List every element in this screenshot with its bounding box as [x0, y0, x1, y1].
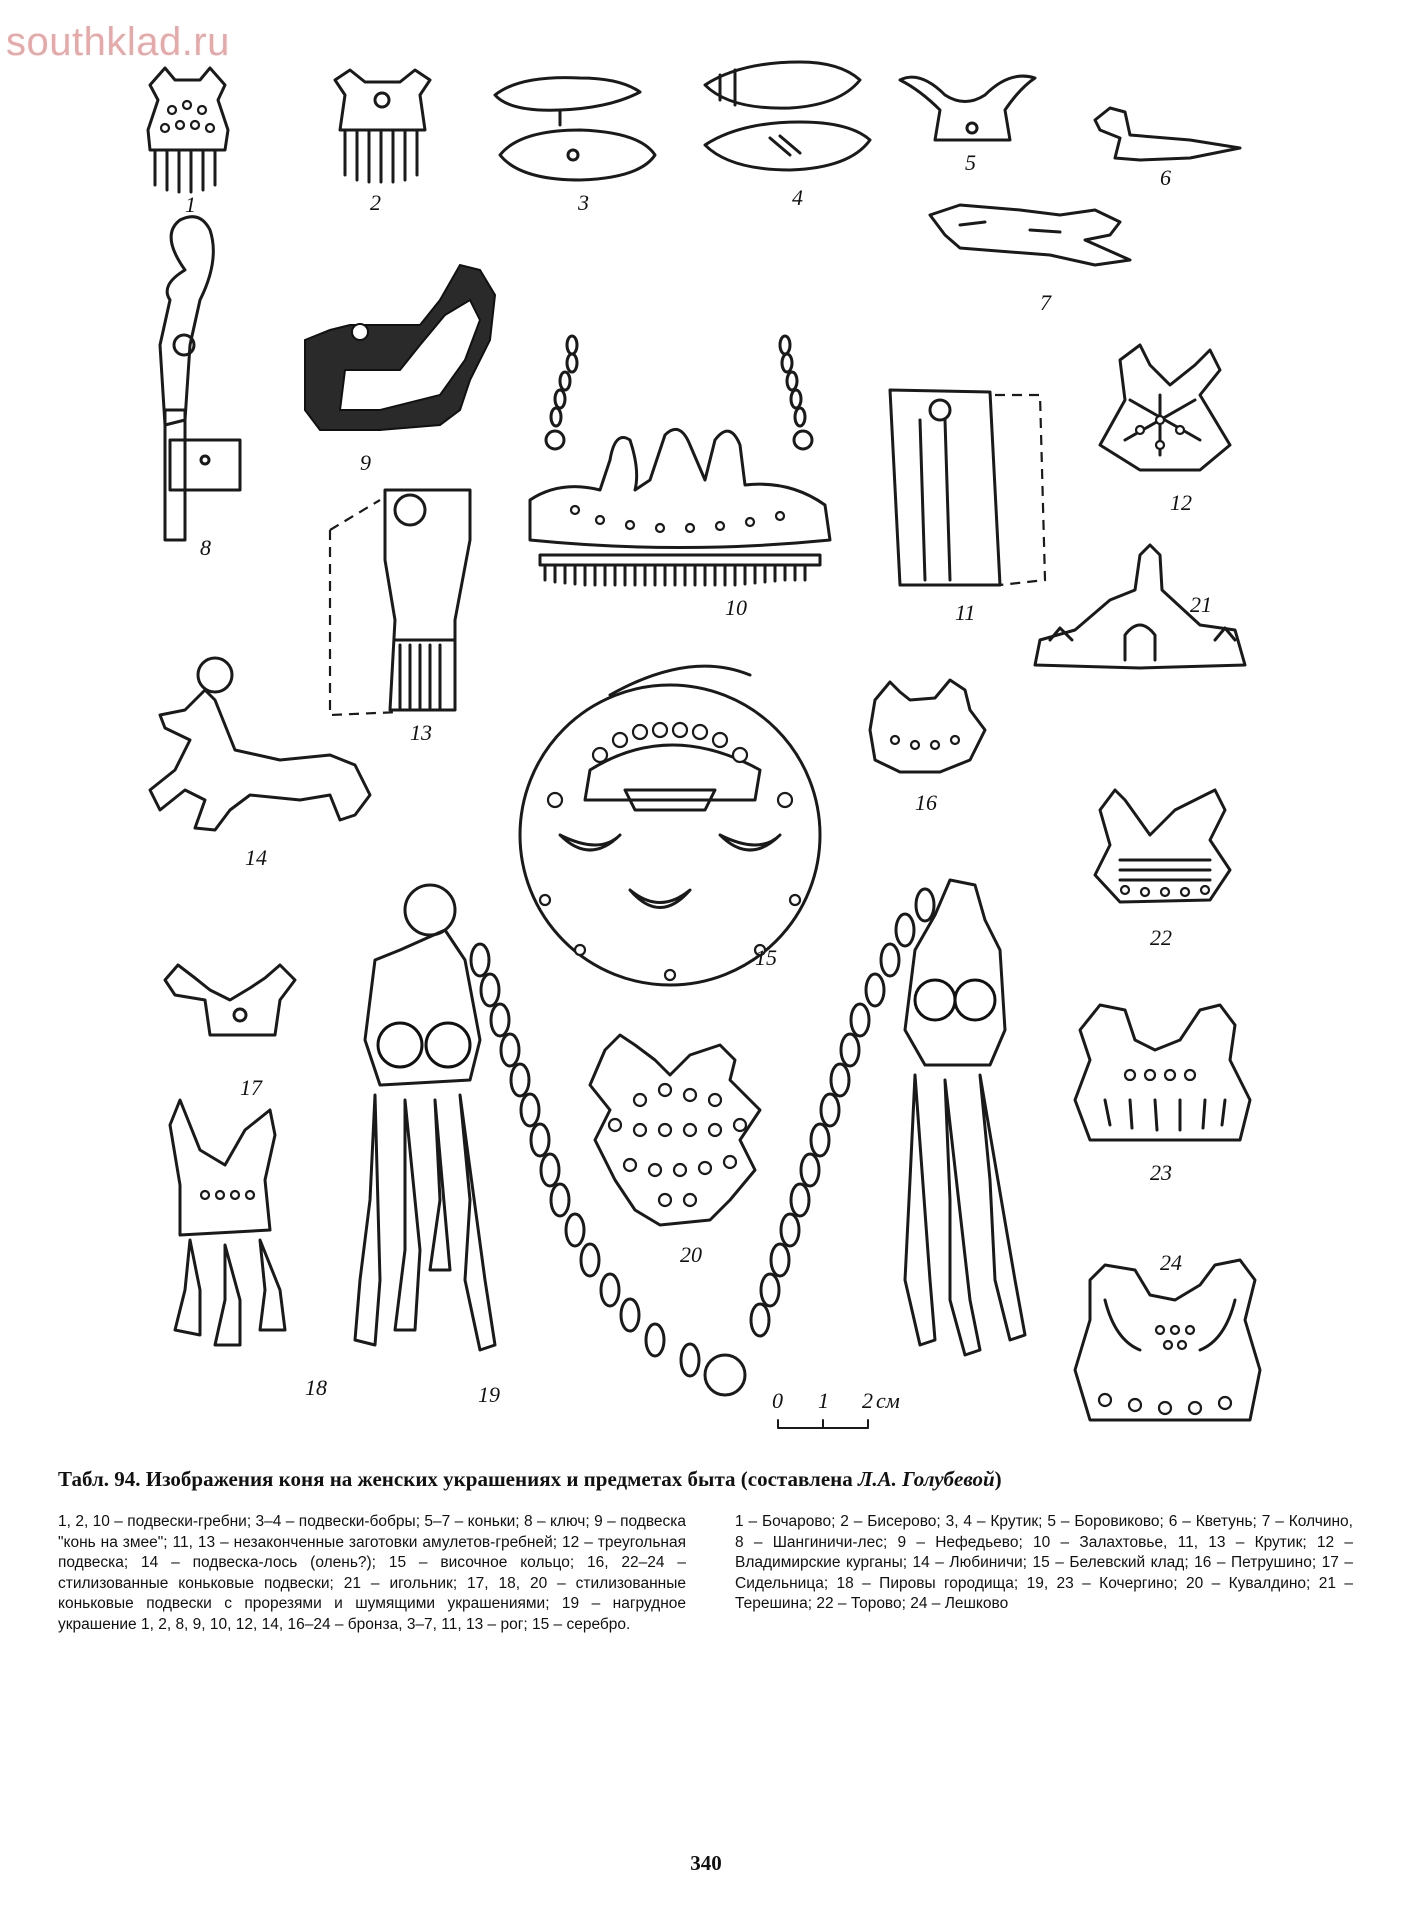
artifact-3-beaver-pendant [495, 78, 655, 180]
figure-number: 2 [370, 190, 381, 215]
watermark: southklad.ru [6, 20, 230, 64]
artifact-7-horse-figurine [930, 205, 1130, 265]
figure-number: 10 [725, 595, 747, 620]
figure-number: 12 [1170, 490, 1192, 515]
artifact-12-triangular-pendant [1100, 345, 1230, 470]
figure-number: 18 [305, 1375, 327, 1400]
artifact-11-comb-blank [890, 390, 1045, 585]
caption-close: ) [994, 1467, 1002, 1491]
figure-number: 7 [1040, 290, 1051, 315]
artifact-19-chest-ornament [355, 880, 1025, 1395]
artifact-24-horse-pendant [1075, 1260, 1260, 1420]
artifact-14-elk-pendant [150, 658, 370, 830]
figure-number: 6 [1160, 165, 1171, 190]
figure-number: 8 [200, 535, 211, 560]
scale-unit: см [876, 1388, 900, 1413]
artifact-5-horse-figurine [900, 76, 1035, 140]
figure-number: 1 [185, 192, 196, 217]
figure-number: 17 [240, 1075, 262, 1100]
figure-number: 4 [792, 185, 803, 210]
artifact-10-comb-pendant [530, 336, 830, 585]
artifact-13-comb-blank [330, 490, 470, 715]
figure-number: 13 [410, 720, 432, 745]
artifact-15-temple-ring [520, 666, 820, 985]
legend-find-sites: 1 – Бочарово; 2 – Бисерово; 3, 4 – Крутик; 5 – Боровиково; 6 – Кветунь; 7 – Колчино, 8 – Шангиничи-лес; 9 – Нефедьево; 10 – Залахтовье, 11, 13 – Крутик; 12 – Владимирские курганы; 14 – Любиничи; 15 – Белевский клад; 16 – Петрушино; 17 – Сидельница; 18 – Пировы городища; 19, 23 – Кочергино; 20 – Кувалдино; 21 – Терешина; 22 – Торово; 24 – Лешково [735, 1513, 1353, 1612]
figure-number: 23 [1150, 1160, 1172, 1185]
figure-number: 14 [245, 845, 267, 870]
caption-title-main: Табл. 94. Изображения коня на женских украшениях и предметах быта (составлена [58, 1467, 858, 1491]
figure-number: 11 [955, 600, 976, 625]
artifact-2-comb-pendant [335, 70, 430, 182]
figure-number: 20 [680, 1242, 702, 1267]
figure-number: 9 [360, 450, 371, 475]
legend-item-types: 1, 2, 10 – подвески-гребни; 3–4 – подвески-бобры; 5–7 – коньки; 8 – ключ; 9 – подвеска "конь на змее"; 11, 13 – незаконченные заготовки амулетов-гребней; 12 – треугольная подвеска; 14 – подвеска-лось (олень?); 15 – височное кольцо; 16, 22–24 – стилизованные коньковые подвески; 21 – игольник; 17, 18, 20 – стилизованные коньковые подвески с прорезями и шумящими украшениями; 19 – нагрудное украшение 1, 2, 8, 9, 10, 12, 14, 16–24 – бронза, 3–7, 11, 13 – рог; 15 – серебро. [58, 1513, 686, 1633]
artifact-20-horse-pendant [590, 1035, 760, 1225]
artifact-17-horse-pendant [165, 965, 295, 1035]
figure-number: 22 [1150, 925, 1172, 950]
artifact-8-key [160, 217, 240, 540]
scale-tick-label: 1 [818, 1388, 829, 1413]
figure-number: 16 [915, 790, 937, 815]
page-number: 340 [690, 1851, 722, 1875]
figure-number: 3 [578, 190, 589, 215]
artifact-22-horse-pendant [1095, 790, 1230, 902]
figure-number: 5 [965, 150, 976, 175]
artifact-9-horse-on-snake-pendant [305, 265, 495, 430]
table-caption [58, 1467, 1358, 1492]
scale-bar [772, 1388, 900, 1428]
figure-number: 21 [1190, 592, 1212, 617]
artifact-4-beaver-pendant [705, 62, 870, 170]
artifact-6-horse-figurine [1095, 108, 1240, 160]
artifact-18-horse-pendant [170, 1100, 285, 1345]
artifact-1-comb-pendant [148, 68, 228, 192]
artifact-21-needle-case [1035, 545, 1245, 668]
artifact-23-horse-pendant [1075, 1005, 1250, 1140]
figure-number: 15 [755, 945, 777, 970]
caption-author: Л.А. Голубевой [858, 1467, 995, 1491]
figure-number: 24 [1160, 1250, 1182, 1275]
scale-tick-label: 0 [772, 1388, 783, 1413]
scale-tick-label: 2 [862, 1388, 873, 1413]
artifact-16-horse-pendant [870, 680, 985, 772]
figure-number: 19 [478, 1382, 500, 1407]
